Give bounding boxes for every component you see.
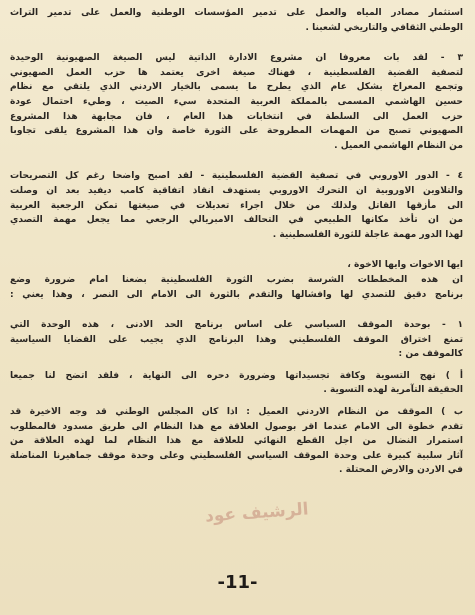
text-line: ب ) الموقف من النظام الاردني العميل : اذا كان المجلس الوطني قد وجه الاخيرة قد [10, 407, 463, 418]
text-line: تقدم خطوة الى الامام عندما اقر بوصول العلاقة مع هذا النظام الى طريق مسدود فالمطلوب [10, 421, 463, 432]
text-line: الوطني الثقافي والتاريخي لشعبنا . [305, 22, 463, 33]
text-line: ١ - بوحدة الموقف السياسي على اساس برنامج الحد الادنى ، هذه الوحدة التي [10, 320, 463, 331]
text-line: والتلاوين الاوروبية ان التحرك الاوروبي يستهدف انقاذ اتفاقية كامب ديفيد بعد ان وصلت [10, 185, 463, 196]
archive-watermark: الرشيف عود [204, 499, 310, 527]
text-line: الحقيقة التآمرية لهذه التسوية . [323, 385, 463, 396]
text-line: وتجمع المعراخ بشكل عام الذي يطرح ما يسمى بالخيار الاردني الذي يلتقي مع نظام [10, 82, 463, 93]
text-line: أ ) نهج التسوية وكافة تجسيداتها وضرورة دحره الى النهاية ، فلقد اتضح لنا جميعا [10, 370, 463, 381]
document-body [10, 6, 463, 478]
text-line: تمنع اختراق الموقف الفلسطيني وهذا البرنامج الذي يجيب على القضايا السياسية [10, 334, 463, 345]
text-line: لهذا الدور مهمة عاجلة للثورة الفلسطينية . [272, 229, 463, 240]
text-line: ايها الاخوات وايها الاخوة ، [347, 260, 463, 271]
text-line: برنامج دقيق للتصدي لها وافشالها والتقدم بالثورة الى الامام الى النصر ، وهذا يعني : [10, 289, 463, 300]
text-line: حسين الهاشمي المسمى بالمملكة العربية المتحدة سيء الصيت ، وطيء احتمال عودة [10, 96, 463, 107]
text-line: لتصفية القضية الفلسطينية ، فهناك صيغة اخرى يعتمد ها حزب العمل الصهيوني [10, 67, 463, 78]
text-line: من النظام الهاشمي العميل . [334, 140, 463, 151]
text-line: الى مأزقها القاتل ولذلك من خلال اجراء تعديلات في صيغتها تمكن الرجعية العربية [10, 200, 463, 211]
text-line: ان هذه المخططات الشرسة بضرب الثورة الفلسطينية بضعنا امام ضرورة وضع [10, 274, 463, 285]
text-line: كالموقف من : [398, 349, 463, 360]
text-line: الصهيوني تصبح من المهمات المطروحة على الثورة خاصة وان هذا المشروع يلقى تجاوبا [10, 126, 463, 137]
text-line: حزب العمل الى السلطة في انتخابات هذا العام ، فان مجابهة هذا المشروع [10, 111, 463, 122]
text-line: من ان تأخذ مكانها الطبيعي في التحالف الامبريالي الرجعي مما يجعل مهمة التصدي [10, 215, 463, 226]
text-line: آثار سلبية كبيرة على وحدة الموقف السياسي الفلسطيني وعلى وحدة موقف جماهيرنا المناضلة [10, 450, 463, 461]
text-line: استثمار مصادر المياه والعمل على تدمير المؤسسات الوطنية والعمل على تدمير التراث [10, 8, 463, 18]
text-line: ٣ - لقد بات معروفا ان مشروع الادارة الذاتية ليس الصيغة الصهيونية الوحيدة [10, 53, 463, 64]
text-line: في الاردن والارض المحتلة . [339, 465, 463, 476]
page-number: -11- [217, 572, 258, 593]
text-line: ٤ - الدور الاوروبي في تصفية القضية الفلسطينية - لقد اصبح واضحا رغم كل التصريحات [10, 171, 463, 182]
text-line: استمرار النضال من اجل القطع النهائي للعلاقة مع هذا النظام لما لهذه العلاقة من [10, 436, 463, 447]
